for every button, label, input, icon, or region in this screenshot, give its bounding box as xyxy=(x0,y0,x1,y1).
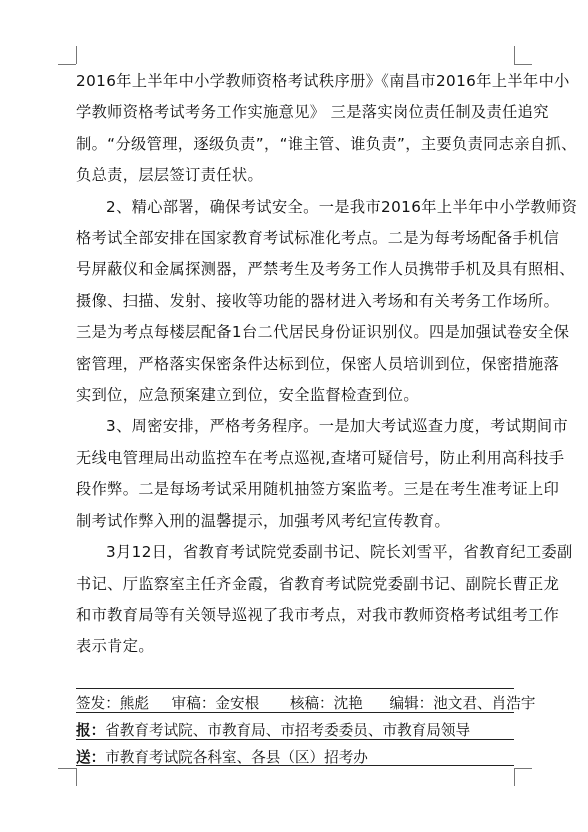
paragraph-2 xyxy=(76,192,578,412)
paragraph-4 xyxy=(76,537,573,663)
text-line: 制。“分级管理，逐级负责”，“谁主管、谁负责”，主要负责同志亲自抓、 xyxy=(76,134,577,153)
footer-top-rule xyxy=(76,688,514,689)
text-line: 负总责，层层签订责任状。 xyxy=(76,166,264,185)
text-line: 和市教育局等有关领导巡视了我市考点，对我市教师资格考试组考工作 xyxy=(76,605,560,624)
crop-mark xyxy=(76,46,77,64)
text-line: 制考试作弊入刑的温馨提示，加强考风考纪宣传教育。 xyxy=(76,511,451,530)
editor: 编辑：池文君、肖浩宇 xyxy=(389,695,536,712)
text-line: 2、精心部署，确保考试安全。一是我市2016年上半年中小学教师资 xyxy=(106,197,578,216)
send-row xyxy=(76,744,516,771)
crop-mark xyxy=(514,64,532,65)
text-line: 号屏蔽仪和金属探测器，严禁考生及考务工作人员携带手机及具有照相、 xyxy=(76,260,575,279)
paragraph-1 xyxy=(76,66,577,192)
distribution-block xyxy=(76,690,536,771)
checker: 核稿：沈艳 xyxy=(289,695,363,712)
text-line: 摄像、扫描、发射、接收等功能的器材进入考场和有关考务工作场所。 xyxy=(76,291,560,310)
crop-mark xyxy=(514,768,532,769)
reviewer: 审稿：金安根 xyxy=(171,695,260,712)
text-line: 3、周密安排，严格考务程序。一是加大考试巡查力度，考试期间市 xyxy=(106,417,569,436)
sign-row xyxy=(76,690,536,717)
text-line: 密管理，严格落实保密条件达标到位，保密人员培训到位，保密措施落 xyxy=(76,354,560,373)
signer: 签发：熊彪 xyxy=(76,695,149,712)
text-line: 无线电管理局出动监控车在考点巡视,查堵可疑信号，防止利用高科技手 xyxy=(76,448,565,467)
report-row xyxy=(76,717,516,744)
text-line: 表示肯定。 xyxy=(76,637,154,656)
send-text: 市教育考试院各科室、各县（区）招考办 xyxy=(105,749,368,766)
crop-mark xyxy=(58,64,76,65)
paragraph-3 xyxy=(76,411,569,537)
text-line: 段作弊。二是每场考试采用随机抽签方案监考。三是在考生准考证上印 xyxy=(76,480,560,499)
document-body xyxy=(76,66,578,663)
crop-mark xyxy=(514,46,515,64)
text-line: 3月12日，省教育考试院党委副书记、院长刘雪平，省教育纪工委副 xyxy=(106,543,573,562)
send-label: 送： xyxy=(76,749,106,766)
crop-mark xyxy=(58,768,76,769)
text-line: 实到位，应急预案建立到位，安全监督检查到位。 xyxy=(76,386,419,405)
text-line: 2016年上半年中小学教师资格考试秩序册》《南昌市2016年上半年中小 xyxy=(76,72,570,90)
text-line: 书记、厅监察室主任齐金霞，省教育考试院党委副书记、副院长曹正龙 xyxy=(76,574,560,593)
text-line: 格考试全部安排在国家教育考试标准化考点。二是为每考场配备手机信 xyxy=(76,229,560,248)
text-line: 三是为考点每楼层配备1台二代居民身份证识别仪。四是加强试卷安全保 xyxy=(76,323,570,342)
text-line: 学教师资格考试考务工作实施意见》 三是落实岗位责任制及责任追究 xyxy=(76,103,549,122)
report-text: 省教育考试院、市教育局、市招考委委员、市教育局领导 xyxy=(105,722,471,739)
report-label: 报： xyxy=(76,722,106,739)
